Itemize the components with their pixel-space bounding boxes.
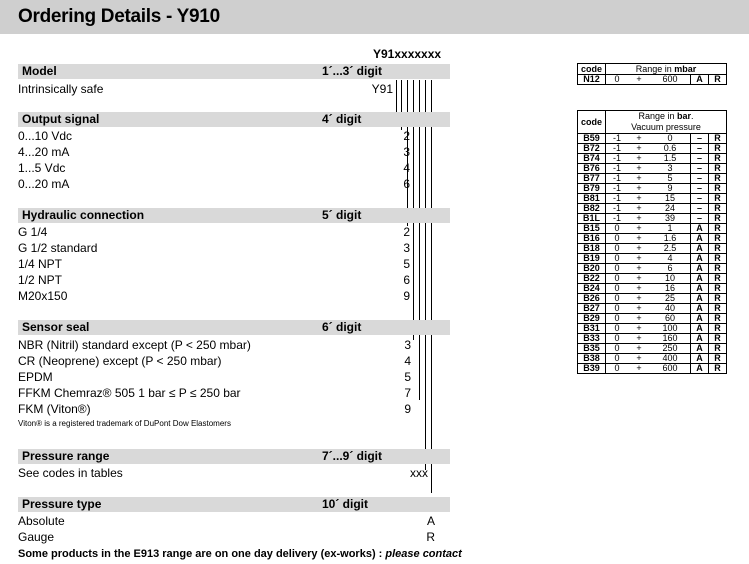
cell-sign: + xyxy=(628,204,650,214)
table-row xyxy=(578,164,727,174)
cell-sign: + xyxy=(628,164,650,174)
option-label: M20x150 xyxy=(18,289,68,303)
option-code: 3 xyxy=(404,338,411,352)
cell-min: -1 xyxy=(606,144,629,154)
cell-code: B81 xyxy=(578,194,606,204)
section-digit: 1´...3´ digit xyxy=(322,64,382,78)
section-header xyxy=(18,208,450,223)
table-row xyxy=(578,314,727,324)
option-label: NBR (Nitril) standard except (P < 250 mbar) xyxy=(18,338,251,352)
section-name: Model xyxy=(22,64,57,78)
option-code: A xyxy=(426,514,435,528)
cell-max: 250 xyxy=(650,344,691,354)
section-name: Pressure type xyxy=(22,497,102,511)
table-row xyxy=(578,204,727,214)
cell-a: A xyxy=(691,75,709,85)
table-row xyxy=(578,134,727,144)
cell-max: 400 xyxy=(650,354,691,364)
cell-r: R xyxy=(709,164,727,174)
option-code: 6 xyxy=(403,273,410,287)
option-label: EPDM xyxy=(18,370,53,384)
cell-sign: + xyxy=(628,344,650,354)
mbar-range-table xyxy=(577,63,727,85)
cell-code: B38 xyxy=(578,354,606,364)
cell-min: 0 xyxy=(606,324,629,334)
option-code: 3 xyxy=(403,145,410,159)
trademark-note: Viton® is a registered trademark of DuPont Dow Elastomers xyxy=(18,419,231,428)
table-row xyxy=(578,304,727,314)
option-label: 1/2 NPT xyxy=(18,273,63,287)
cell-r: R xyxy=(709,304,727,314)
table-row xyxy=(578,194,727,204)
cell-max: 6 xyxy=(650,264,691,274)
cell-sign: + xyxy=(628,194,650,204)
cell-r: R xyxy=(709,284,727,294)
cell-r: R xyxy=(709,364,727,374)
section-header xyxy=(18,449,450,464)
option-code: 5 xyxy=(403,257,410,271)
cell-sign: + xyxy=(628,134,650,144)
cell-sign: + xyxy=(628,234,650,244)
cell-a: A xyxy=(691,274,709,284)
cell-max: 9 xyxy=(650,184,691,194)
cell-max: 3 xyxy=(650,164,691,174)
table-row xyxy=(578,254,727,264)
section-name: Sensor seal xyxy=(22,320,90,334)
cell-r: R xyxy=(709,334,727,344)
title-bar xyxy=(0,0,749,34)
cell-r: R xyxy=(709,294,727,304)
cell-r: R xyxy=(709,344,727,354)
cell-a: – xyxy=(691,174,709,184)
footer-text: Some products in the E913 range are on one day delivery (ex-works) : xyxy=(18,548,386,560)
cell-min: 0 xyxy=(606,224,629,234)
cell-code: B77 xyxy=(578,174,606,184)
cell-r: R xyxy=(709,354,727,364)
cell-min: 0 xyxy=(606,344,629,354)
cell-sign: + xyxy=(628,214,650,224)
cell-a: – xyxy=(691,154,709,164)
table-row xyxy=(578,284,727,294)
cell-code: B33 xyxy=(578,334,606,344)
table-row xyxy=(578,184,727,194)
cell-a: A xyxy=(691,244,709,254)
cell-code: B24 xyxy=(578,284,606,294)
cell-sign: + xyxy=(628,334,650,344)
cell-a: A xyxy=(691,364,709,374)
cell-code: B22 xyxy=(578,274,606,284)
page-title: Ordering Details - Y910 xyxy=(18,6,220,27)
cell-sign: + xyxy=(628,174,650,184)
cell-sign: + xyxy=(628,184,650,194)
option-label: 0...10 Vdc xyxy=(18,129,73,143)
cell-sign: + xyxy=(628,354,650,364)
cell-max: 1.5 xyxy=(650,154,691,164)
cell-min: -1 xyxy=(606,214,629,224)
section-header xyxy=(18,64,450,79)
cell-a: A xyxy=(691,234,709,244)
cell-min: -1 xyxy=(606,164,629,174)
footer-emphasis: please contact xyxy=(385,548,462,560)
guide-line xyxy=(396,80,397,113)
cell-a: A xyxy=(691,304,709,314)
cell-min: -1 xyxy=(606,154,629,164)
cell-a: – xyxy=(691,194,709,204)
cell-r: R xyxy=(709,274,727,284)
table-row xyxy=(578,334,727,344)
cell-r: R xyxy=(709,154,727,164)
footer-note xyxy=(18,548,462,560)
cell-sign: + xyxy=(628,144,650,154)
cell-min: 0 xyxy=(606,244,629,254)
cell-min: 0 xyxy=(606,284,629,294)
option-label: Absolute xyxy=(18,514,65,528)
bar-range-table xyxy=(577,110,727,374)
section-header xyxy=(18,497,450,512)
option-code: 4 xyxy=(403,161,410,175)
cell-r: R xyxy=(709,204,727,214)
mbar-range-prefix: Range in xyxy=(635,64,675,74)
guide-line xyxy=(431,80,432,493)
table-row xyxy=(578,234,727,244)
cell-max: 600 xyxy=(650,364,691,374)
cell-a: – xyxy=(691,204,709,214)
cell-min: -1 xyxy=(606,204,629,214)
option-code: 2 xyxy=(403,129,410,143)
section-header xyxy=(18,320,450,335)
cell-min: 0 xyxy=(606,304,629,314)
option-label: Gauge xyxy=(18,530,55,544)
section-digit: 7´...9´ digit xyxy=(322,449,382,463)
cell-a: A xyxy=(691,254,709,264)
cell-code: B20 xyxy=(578,264,606,274)
cell-code: B74 xyxy=(578,154,606,164)
cell-code: B82 xyxy=(578,204,606,214)
cell-max: 10 xyxy=(650,274,691,284)
cell-sign: + xyxy=(628,324,650,334)
option-label: 0...20 mA xyxy=(18,177,70,191)
bar-code-header: code xyxy=(578,111,606,134)
table-row xyxy=(578,224,727,234)
cell-r: R xyxy=(709,134,727,144)
cell-min: 0 xyxy=(606,334,629,344)
cell-min: -1 xyxy=(606,134,629,144)
cell-r: R xyxy=(709,174,727,184)
cell-r: R xyxy=(709,184,727,194)
cell-r: R xyxy=(709,234,727,244)
option-code: 2 xyxy=(403,225,410,239)
option-code: 5 xyxy=(404,370,411,384)
cell-r: R xyxy=(709,214,727,224)
cell-code: B18 xyxy=(578,244,606,254)
cell-sign: + xyxy=(628,284,650,294)
bar-range-subheader: Vacuum pressure xyxy=(631,122,701,132)
cell-sign: + xyxy=(628,264,650,274)
cell-code: B35 xyxy=(578,344,606,354)
cell-max: 4 xyxy=(650,254,691,264)
cell-min: 0 xyxy=(606,364,629,374)
cell-min: 0 xyxy=(606,274,629,284)
cell-a: A xyxy=(691,264,709,274)
cell-r: R xyxy=(709,264,727,274)
table-row xyxy=(578,324,727,334)
cell-sign: + xyxy=(628,304,650,314)
table-row xyxy=(578,274,727,284)
cell-max: 1.6 xyxy=(650,234,691,244)
option-label: Intrinsically safe xyxy=(18,82,104,96)
table-row xyxy=(578,214,727,224)
cell-code: N12 xyxy=(578,75,606,85)
option-label: CR (Neoprene) except (P < 250 mbar) xyxy=(18,354,222,368)
cell-code: B16 xyxy=(578,234,606,244)
option-label: 1...5 Vdc xyxy=(18,161,66,175)
cell-min: 0 xyxy=(606,314,629,324)
cell-r: R xyxy=(709,314,727,324)
cell-max: 2.5 xyxy=(650,244,691,254)
cell-min: -1 xyxy=(606,174,629,184)
cell-min: 0 xyxy=(606,234,629,244)
cell-code: B27 xyxy=(578,304,606,314)
section-header xyxy=(18,112,450,127)
cell-r: R xyxy=(709,144,727,154)
cell-a: – xyxy=(691,164,709,174)
table-row xyxy=(578,75,727,85)
cell-r: R xyxy=(709,224,727,234)
cell-min: 0 xyxy=(606,264,629,274)
cell-max: 100 xyxy=(650,324,691,334)
table-row xyxy=(578,354,727,364)
bar-range-header xyxy=(606,111,727,134)
guide-line xyxy=(425,80,426,470)
bar-range-prefix: Range in xyxy=(638,111,677,121)
cell-code: B31 xyxy=(578,324,606,334)
bar-range-unit: bar xyxy=(677,111,692,121)
cell-max: 5 xyxy=(650,174,691,184)
cell-max: 160 xyxy=(650,334,691,344)
table-row xyxy=(578,244,727,254)
cell-sign: + xyxy=(628,75,650,85)
cell-a: A xyxy=(691,334,709,344)
mbar-code-header: code xyxy=(578,64,606,75)
option-code: 3 xyxy=(403,241,410,255)
table-row xyxy=(578,364,727,374)
cell-max: 60 xyxy=(650,314,691,324)
cell-sign: + xyxy=(628,244,650,254)
cell-r: R xyxy=(709,194,727,204)
cell-code: B72 xyxy=(578,144,606,154)
cell-sign: + xyxy=(628,294,650,304)
cell-min: -1 xyxy=(606,184,629,194)
cell-code: B76 xyxy=(578,164,606,174)
section-digit: 6´ digit xyxy=(322,320,362,334)
cell-min: 0 xyxy=(606,354,629,364)
cell-min: 0 xyxy=(606,294,629,304)
order-code: Y91xxxxxxx xyxy=(373,47,442,61)
cell-max: 39 xyxy=(650,214,691,224)
table-row xyxy=(578,344,727,354)
cell-max: 24 xyxy=(650,204,691,214)
cell-r: R xyxy=(709,244,727,254)
option-label: FKM (Viton®) xyxy=(18,402,91,416)
cell-sign: + xyxy=(628,154,650,164)
cell-min: 0 xyxy=(606,75,629,85)
section-name: Pressure range xyxy=(22,449,110,463)
option-label: G 1/2 standard xyxy=(18,241,98,255)
cell-max: 40 xyxy=(650,304,691,314)
cell-r: R xyxy=(709,254,727,264)
option-code: xxx xyxy=(410,466,428,480)
cell-code: B59 xyxy=(578,134,606,144)
cell-a: A xyxy=(691,354,709,364)
cell-sign: + xyxy=(628,364,650,374)
cell-max: 600 xyxy=(650,75,691,85)
cell-code: B29 xyxy=(578,314,606,324)
cell-r: R xyxy=(709,75,727,85)
mbar-range-header xyxy=(606,64,727,75)
cell-a: A xyxy=(691,294,709,304)
table-row xyxy=(578,294,727,304)
cell-max: 25 xyxy=(650,294,691,304)
option-code: 4 xyxy=(404,354,411,368)
option-code: R xyxy=(426,530,435,544)
option-label: FFKM Chemraz® 505 1 bar ≤ P ≤ 250 bar xyxy=(18,386,241,400)
cell-max: 0 xyxy=(650,134,691,144)
option-label: 4...20 mA xyxy=(18,145,70,159)
cell-a: – xyxy=(691,134,709,144)
cell-sign: + xyxy=(628,224,650,234)
cell-max: 15 xyxy=(650,194,691,204)
cell-code: B79 xyxy=(578,184,606,194)
cell-code: B15 xyxy=(578,224,606,234)
option-code: 7 xyxy=(404,386,411,400)
cell-max: 16 xyxy=(650,284,691,294)
cell-code: B26 xyxy=(578,294,606,304)
cell-a: A xyxy=(691,314,709,324)
section-digit: 10´ digit xyxy=(322,497,369,511)
mbar-range-unit: mbar xyxy=(674,64,697,74)
section-name: Hydraulic connection xyxy=(22,208,145,222)
cell-code: B1L xyxy=(578,214,606,224)
cell-sign: + xyxy=(628,274,650,284)
cell-min: -1 xyxy=(606,194,629,204)
table-row xyxy=(578,144,727,154)
cell-max: 1 xyxy=(650,224,691,234)
cell-a: A xyxy=(691,284,709,294)
section-digit: 4´ digit xyxy=(322,112,362,126)
option-code: 6 xyxy=(403,177,410,191)
cell-a: – xyxy=(691,144,709,154)
cell-code: B39 xyxy=(578,364,606,374)
option-label: G 1/4 xyxy=(18,225,48,239)
cell-r: R xyxy=(709,324,727,334)
cell-a: – xyxy=(691,214,709,224)
cell-max: 0.6 xyxy=(650,144,691,154)
cell-a: – xyxy=(691,184,709,194)
section-name: Output signal xyxy=(22,112,100,126)
table-row xyxy=(578,264,727,274)
cell-min: 0 xyxy=(606,254,629,264)
option-code: 9 xyxy=(403,289,410,303)
option-label: See codes in tables xyxy=(18,466,123,480)
table-row xyxy=(578,174,727,184)
cell-sign: + xyxy=(628,314,650,324)
table-row xyxy=(578,154,727,164)
guide-line xyxy=(419,80,420,400)
option-label: 1/4 NPT xyxy=(18,257,63,271)
bar-range-suffix: . xyxy=(691,111,694,121)
option-code: 9 xyxy=(404,402,411,416)
section-digit: 5´ digit xyxy=(322,208,362,222)
cell-a: A xyxy=(691,324,709,334)
option-code: Y91 xyxy=(371,82,393,96)
cell-sign: + xyxy=(628,254,650,264)
cell-code: B19 xyxy=(578,254,606,264)
cell-a: A xyxy=(691,224,709,234)
cell-a: A xyxy=(691,344,709,354)
